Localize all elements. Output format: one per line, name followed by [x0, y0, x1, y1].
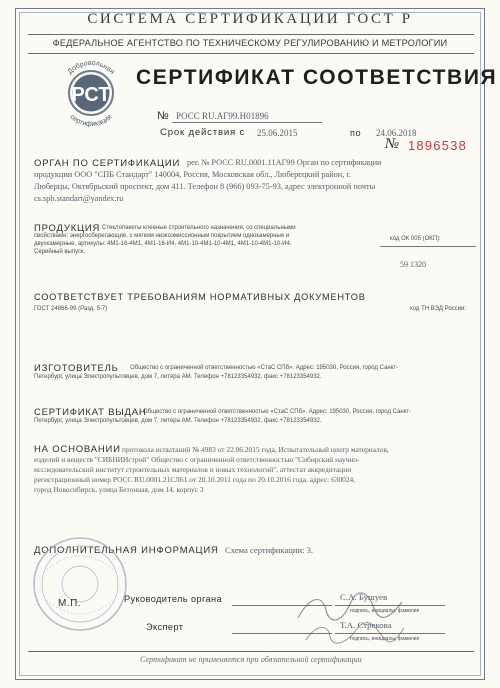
reg-no-value: РОСС RU.АГ99.Н01896: [176, 111, 269, 121]
agency-title: ФЕДЕРАЛЬНОЕ АГЕНТСТВО ПО ТЕХНИЧЕСКОМУ РЕГУЛИРОВАНИЮ И МЕТРОЛОГИИ: [52, 38, 448, 48]
reg-no-line: [172, 122, 322, 123]
header-rule-2: [28, 53, 474, 54]
okp-label: код ОК 005 (ОКП):: [390, 236, 441, 242]
validity-to-label: по: [350, 128, 362, 138]
issued-line1: Общество с ограниченной ответственностью «СтаС СПб». Адрес: 195030, Россия, город Санкт-: [143, 409, 412, 415]
serial-number: 1896538: [408, 138, 468, 153]
issued-line2: Петербург, улица Электропультовцев, дом 7, литера АМ. Телефон +78123354932, факс +78123354932.: [34, 418, 322, 424]
seal-stamp: [26, 530, 134, 638]
logo-mark: РСТ: [71, 84, 111, 106]
conformity-label: СООТВЕТСТВУЕТ ТРЕБОВАНИЯМ НОРМАТИВНЫХ ДОКУМЕНТОВ: [34, 292, 366, 302]
reg-no-label: №: [157, 110, 170, 122]
additional-info-value: Схема сертификации: 3.: [225, 545, 314, 555]
cert-body-line4: cs.spb.standart@yandex.ru: [34, 194, 124, 203]
manufacturer-line2: Петербург, улица Электропультовцев, дом 7, литера АМ. Телефон +78123354932, факс +78123354932.: [34, 374, 322, 380]
product-line3: двухкамерные, артикулы: 4М1-16-4М1, 4М1-16-И4, 4М1-10-4М1-10-4М1, 4М1-10-4М1-10-И4.: [34, 241, 292, 247]
expert-name: Т.А. Стрекова: [340, 620, 392, 630]
validity-to: 24.06.2018: [376, 128, 417, 138]
validity-from: 25.06.2015: [257, 128, 298, 138]
validity-label: Срок действия с: [160, 127, 246, 138]
seal-place-label: М.П.: [58, 598, 82, 609]
basis-line1: протокола испытаний № 4983 от 22.06.2015 года, Испытательный центр материалов,: [122, 445, 389, 454]
cert-body-line2: продукции ООО "СПБ Стандарт" 140004, Россия, Московская обл., Люберецкий район, г.: [34, 170, 351, 179]
product-line2: свойствами: энергосберегающие, с мягким низкоэмиссионным покрытием однокамерные и: [34, 233, 290, 239]
basis-label: НА ОСНОВАНИИ: [34, 444, 121, 455]
head-caption: подпись, инициалы, фамилия: [350, 608, 420, 614]
basis-line2: изделий и веществ "СИБНИИстрой" Общество с ограниченной ответственностью "Сибирский научно-: [34, 455, 360, 464]
conformity-value: ГОСТ 24866-99 (Разд. 5-7): [34, 306, 108, 312]
logo-bottom-text: сертификация: [68, 113, 114, 129]
head-name: С.А. Бушуев: [340, 592, 388, 602]
system-title: СИСТЕМА СЕРТИФИКАЦИИ ГОСТ Р: [87, 11, 413, 27]
cert-body-label: ОРГАН ПО СЕРТИФИКАЦИИ: [34, 158, 181, 169]
certificate-title: СЕРТИФИКАТ СООТВЕТСТВИЯ: [136, 66, 498, 89]
manufacturer-line1: Общество с ограниченной ответственностью «СтаС СПб». Адрес: 195030, Россия, город Санкт-: [130, 365, 399, 371]
product-line1: Стеклопакеты клееные строительного назначения, со специальными: [102, 225, 296, 231]
basis-line4: регистрационный номер РОСС RU.0001.21СЛ61 от 20.10.2011 года по 20.10.2016 года, адрес: 630024,: [34, 475, 356, 484]
manufacturer-label: ИЗГОТОВИТЕЛЬ: [34, 363, 119, 374]
additional-info-label: ДОПОЛНИТЕЛЬНАЯ ИНФОРМАЦИЯ: [34, 545, 219, 556]
head-label: Руководитель органа: [124, 594, 223, 604]
serial-symbol: №: [385, 136, 400, 152]
cert-body-line1: рег. № РОСС RU.0001.11АГ99 Орган по сертификации: [187, 158, 382, 167]
okp-value: 59 1320: [400, 260, 426, 269]
expert-signature: [300, 618, 410, 648]
basis-line5: город Новосибирск, улица Бетонная, дом 14, корпус 3: [34, 485, 204, 494]
product-line4: Серийный выпуск.: [34, 249, 86, 255]
header-rule: [28, 34, 474, 35]
footer-note: Сертификат не применяется при обязательной сертификации: [140, 655, 362, 664]
logo-top-text: Добровольная: [66, 59, 116, 76]
expert-caption: подпись, инициалы, фамилия: [350, 636, 420, 642]
issued-label: СЕРТИФИКАТ ВЫДАН: [34, 407, 147, 418]
expert-label: Эксперт: [146, 622, 184, 632]
tn-ved-label: код ТН ВЭД России:: [410, 306, 467, 312]
cert-body-line3: Люберцы, Октябрьский проспект, дом 411. Телефон 8 (966) 093-75-93, адрес электронной почты: [34, 182, 376, 191]
product-label: ПРОДУКЦИЯ: [34, 223, 101, 234]
voluntary-certification-logo: [54, 56, 128, 130]
basis-line3: исследовательский институт строительных материалов и новых технологий", аттестат аккредитации: [34, 465, 352, 474]
footer-rule: [28, 651, 474, 652]
okp-box: [380, 237, 476, 247]
